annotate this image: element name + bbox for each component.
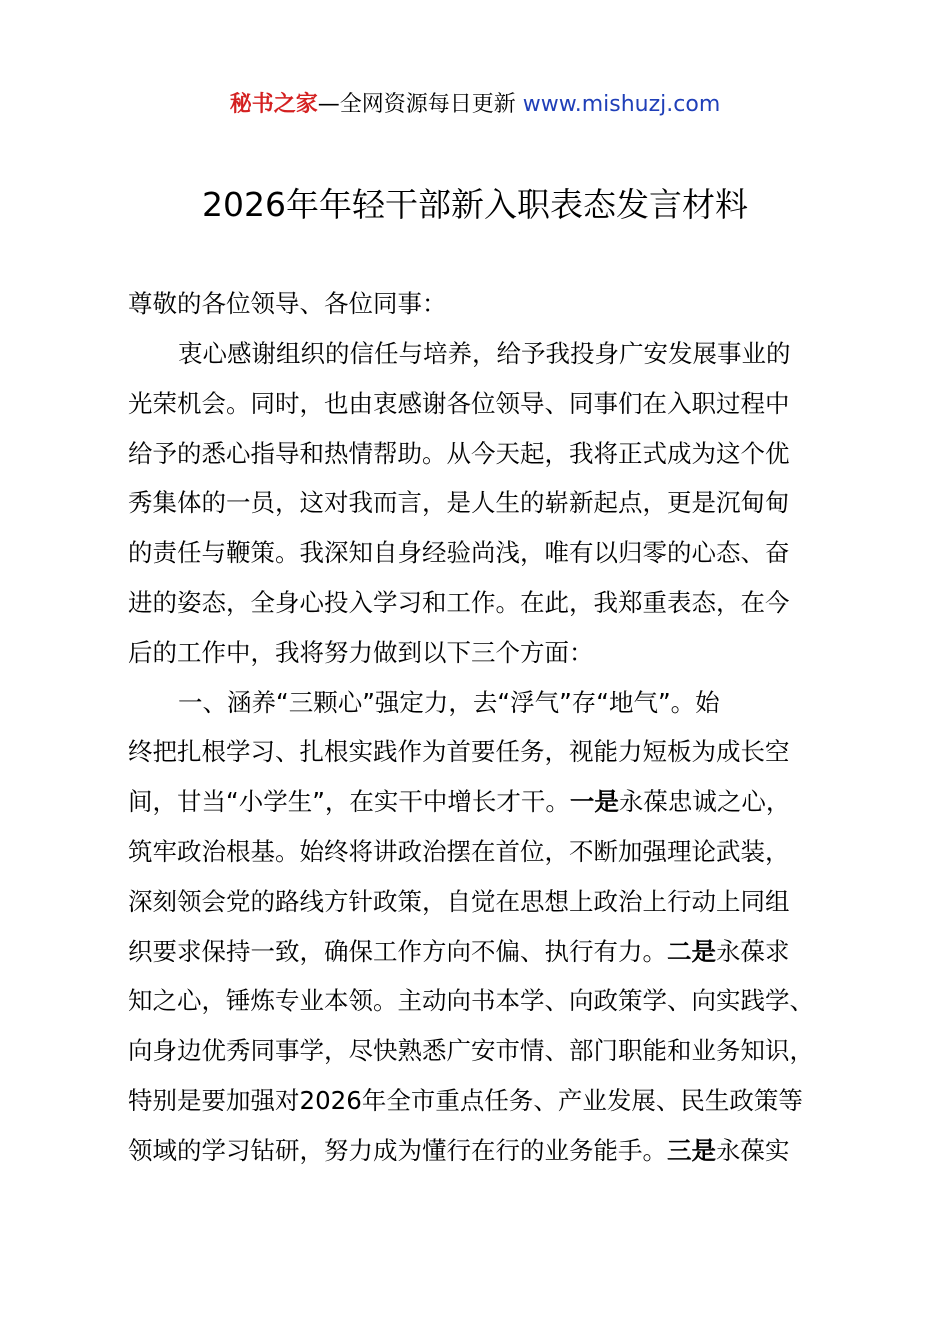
point-marker-2: 二是 [667,937,716,966]
brand-name: 秘书之家 [229,92,318,117]
section-heading-line: 一、涵养“三颗心”强定力，去“浮气”存“地气”。始 [178,688,720,717]
paragraph-line [128,784,790,820]
paragraph-line: 向身边优秀同事学，尽快熟悉广安市情、部门职能和业务知识， [128,1036,814,1065]
paragraph-line: 衷心感谢组织的信任与培养，给予我投身广安发展事业的 [178,339,791,368]
paragraph-line: 终把扎根学习、扎根实践作为首要任务，视能力短板为成长空 [128,737,790,766]
paragraph-line: 光荣机会。同时，也由衷感谢各位领导、同事们在入职过程中 [128,389,790,418]
paragraph-line: 的责任与鞭策。我深知自身经验尚浅，唯有以归零的心态、奋 [128,538,790,567]
paragraph-line: 秀集体的一员，这对我而言，是人生的崭新起点，更是沉甸甸 [128,488,790,517]
paragraph-line: 筑牢政治根基。始终将讲政治摆在首位，不断加强理论武装， [128,837,790,866]
text-run: 织要求保持一致，确保工作方向不偏、执行有力。 [128,937,667,966]
point-marker-3: 三是 [667,1136,716,1165]
text-run: 永葆求 [716,937,790,966]
paragraph-line: 后的工作中，我将努力做到以下三个方面： [128,638,594,667]
paragraph-line: 知之心，锤炼专业本领。主动向书本学、向政策学、向实践学、 [128,986,814,1015]
paragraph-line: 给予的悉心指导和热情帮助。从今天起，我将正式成为这个优 [128,439,790,468]
header-tagline: —全网资源每日更新 [317,92,516,117]
text-run: 间，甘当“小学生”，在实干中增长才干。 [128,787,570,816]
text-run: 永葆忠诚之心， [618,787,791,816]
salutation: 尊敬的各位领导、各位同事： [128,289,447,318]
paragraph-line: 特别是要加强对2026年全市重点任务、产业发展、民生政策等 [128,1086,803,1115]
paragraph-line [128,1133,790,1169]
point-marker-1: 一是 [569,787,619,816]
site-header [0,88,950,122]
text-run: 永葆实 [716,1136,790,1165]
paragraph-line: 进的姿态，全身心投入学习和工作。在此，我郑重表态，在今 [128,588,790,617]
document-title: 2026年年轻干部新入职表态发言材料 [202,185,748,224]
paragraph-line: 深刻领会党的路线方针政策，自觉在思想上政治上行动上同组 [128,887,790,916]
paragraph-line [128,934,790,970]
site-url-link[interactable]: www.mishuzj.com [522,92,721,117]
text-run: 领域的学习钻研，努力成为懂行在行的业务能手。 [128,1136,667,1165]
